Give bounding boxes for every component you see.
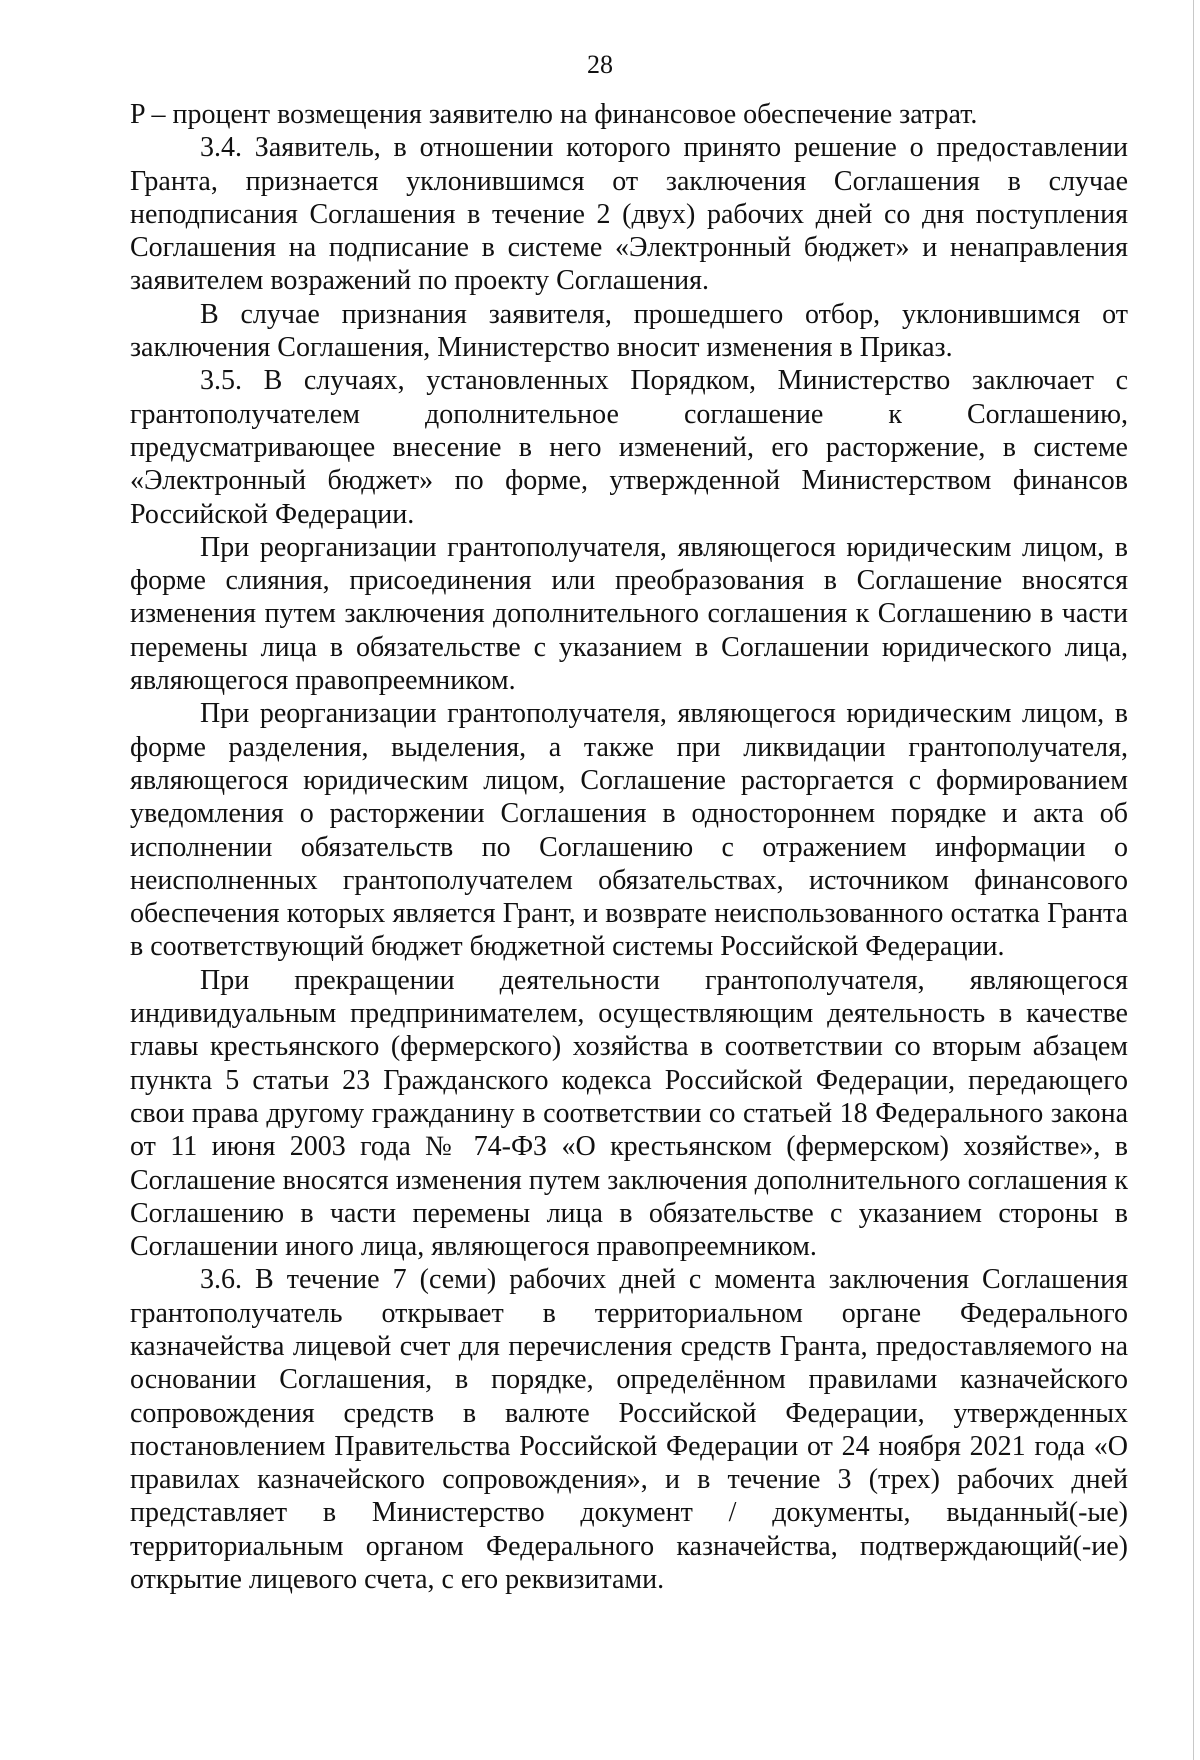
document-body: [130, 98, 1128, 1596]
paragraph-3-6: 3.6. В течение 7 (семи) рабочих дней с момента заключения Соглашения грантополучатель открывает в территориальном органе Федерального казначейства лицевой счет для перечисления средств Гранта, предоставляемого на основании Соглашения, в порядке, определённом правилами казначейского сопровождения средств в валюте Российской Федерации, утвержденных постановлением Правительства Российской Федерации от 24 ноября 2021 года «О правилах казначейского сопровождения», и в течение 3 (трех) рабочих дней представляет в Министерство документ / документы, выданный(-ые) территориальным органом Федерального казначейства, подтверждающий(-ие) открытие лицевого счета, с его реквизитами.: [130, 1264, 1128, 1596]
paragraph-formula-definition: P – процент возмещения заявителю на финансовое обеспечение затрат.: [130, 99, 978, 130]
paragraph-reorganization-merger: При реорганизации грантополучателя, являющегося юридическим лицом, в форме слияния, присоединения или преобразования в Соглашение вносятся изменения путем заключения дополнительного соглашения к Соглашению в части перемены лица в обязательстве с указанием в Соглашении юридического лица, являющегося правопреемником.: [130, 531, 1128, 697]
paragraph-reorganization-division: При реорганизации грантополучателя, являющегося юридическим лицом, в форме разделения, выделения, а также при ликвидации грантополучателя, являющегося юридическим лицом, Соглашение расторгается с формированием уведомления о расторжении Соглашения в одностороннем порядке и акта об исполнении обязательств по Соглашению с отражением информации о неисполненных грантополучателем обязательствах, источником финансового обеспечения которых является Грант, и возврате неиспользованного остатка Гранта в соответствующий бюджет бюджетной системы Российской Федерации.: [130, 698, 1128, 963]
paragraph-farm-termination: При прекращении деятельности грантополучателя, являющегося индивидуальным предпринимателем, осуществляющим деятельность в качестве главы крестьянского (фермерского) хозяйства в соответствии со вторым абзацем пункта 5 статьи 23 Гражданского кодекса Российской Федерации, передающего свои права другому гражданину в соответствии со статьей 18 Федерального закона от 11 июня 2003 года № 74-ФЗ «О крестьянском (фермерском) хозяйстве», в Соглашение вносятся изменения путем заключения дополнительного соглашения к Соглашению в части перемены лица в обязательстве с указанием стороны в Соглашении иного лица, являющегося правопреемником.: [130, 964, 1128, 1263]
paragraph-3-4-continued: В случае признания заявителя, прошедшего отбор, уклонившимся от заключения Соглашения, Министерство вносит изменения в Приказ.: [130, 298, 1128, 364]
paragraph-3-4: 3.4. Заявитель, в отношении которого принято решение о предоставлении Гранта, признается уклонившимся от заключения Соглашения в случае неподписания Соглашения в течение 2 (двух) рабочих дней со дня поступления Соглашения на подписание в системе «Электронный бюджет» и ненаправления заявителем возражений по проекту Соглашения.: [130, 132, 1128, 297]
paragraph-3-5: 3.5. В случаях, установленных Порядком, Министерство заключает с грантополучателем дополнительное соглашение к Соглашению, предусматривающее внесение в него изменений, его расторжение, в системе «Электронный бюджет» по форме, утвержденной Министерством финансов Российской Федерации.: [130, 365, 1128, 530]
scan-edge-line: [1193, 0, 1194, 1760]
page-number: 28: [587, 50, 613, 79]
